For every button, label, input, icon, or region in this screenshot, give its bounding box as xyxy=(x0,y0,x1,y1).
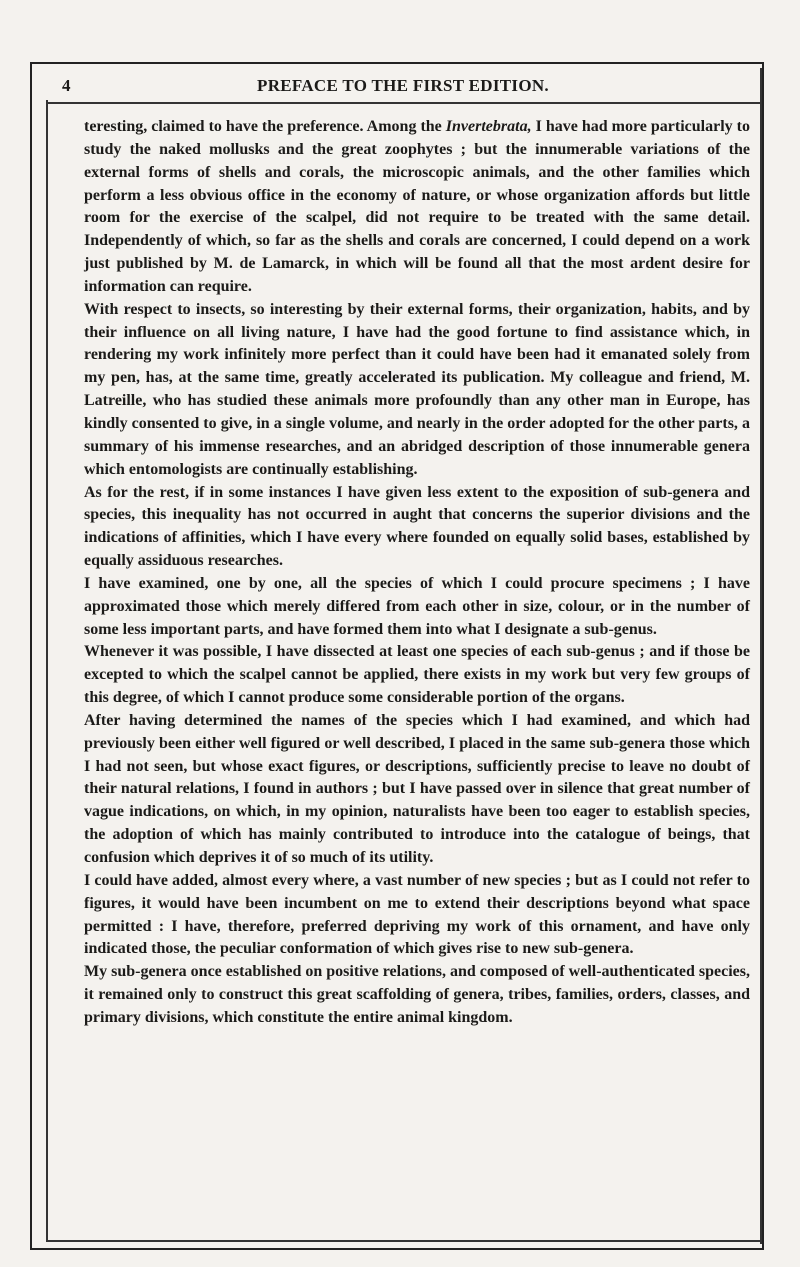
paragraph-5: Whenever it was possible, I have dissected at least one species of each sub-genus ; and if those be excepted to which the scalpel cannot be applied, there exists in my work but very few groups of this degree, of which I cannot produce some considerable portion of the organs. xyxy=(84,643,750,707)
paragraph-4: I have examined, one by one, all the species of which I could procure specimens ; I have approximated those which merely differed from each other in size, colour, or in the number of some less important parts, and have formed them into what I designate a sub-genus. xyxy=(84,574,750,638)
paragraph-7: I could have added, almost every where, a vast number of new species ; but as I could not refer to figures, it would have been incumbent on me to extend their descriptions beyond what space permitted : I have, therefore, preferred depriving my work of this ornament, and have only indicated those, the peculiar conformation of which gives rise to new sub-genera. xyxy=(84,871,750,958)
body-text xyxy=(84,116,750,1030)
paragraph-8: My sub-genera once established on positive relations, and composed of well-authenticated species, it remained only to construct this great scaffolding of genera, tribes, families, orders, classes, and primary divisions, which constitute the entire animal kingdom. xyxy=(84,963,750,1026)
inner-left-rule xyxy=(46,100,48,1240)
running-header xyxy=(46,68,760,102)
paragraph-1-start: teresting, claimed to have the preference. Among the xyxy=(84,118,446,135)
bottom-rule xyxy=(46,1240,762,1242)
paragraph-1 xyxy=(84,116,750,299)
page-number: 4 xyxy=(62,76,71,95)
header-rule xyxy=(46,102,762,104)
inner-right-rule xyxy=(760,68,762,1244)
paragraph-2: With respect to insects, so interesting by their external forms, their organization, habits, and by their influence on all living nature, I have had the good fortune to find assistance which, in rendering my work infinitely more perfect than it could have been had it emanated solely from my pen, has, at the same time, greatly accelerated its publication. My colleague and friend, M. Latreille, who has studied these animals more profoundly than any other man in Europe, has kindly consented to give, in a single volume, and nearly in the order adopted for the other parts, a summary of his immense researches, and an abridged description of those innumerable genera which entomologists are continually establishing. xyxy=(84,300,750,478)
paragraph-3: As for the rest, if in some instances I have given less extent to the exposition of sub-genera and species, this inequality has not occurred in aught that concerns the superior divisions and the indications of affinities, which I have every where founded on equally solid bases, established by equally assiduous researches. xyxy=(84,483,750,570)
italic-term: Invertebrata, xyxy=(445,118,532,135)
paragraph-6: After having determined the names of the species which I had examined, and which had previously been either well figured or well described, I placed in the same sub-genera those which I had not seen, but whose exact figures, or descriptions, sufficiently precise to leave no doubt of their natural relations, I found in authors ; but I have passed over in silence that great number of vague indications, on which, in my opinion, naturalists have been too eager to establish species, the adoption of which has mainly contributed to introduce into the catalogue of beings, that confusion which deprives it of so much of its utility. xyxy=(84,711,750,866)
paragraph-1-rest: I have had more particularly to study the naked mollusks and the great zoophytes ; but the innumerable variations of the external forms of shells and corals, the microscopic animals, and the other families which perform a less obvious office in the economy of nature, or whose organization affords but little room for the exercise of the scalpel, did not require to be treated with the same detail. Independently of which, so far as the shells and corals are concerned, I could depend on a work just published by M. de Lamarck, in which will be found all that the most ardent desire for information can require. xyxy=(84,118,751,295)
running-title: PREFACE TO THE FIRST EDITION. xyxy=(257,76,549,95)
